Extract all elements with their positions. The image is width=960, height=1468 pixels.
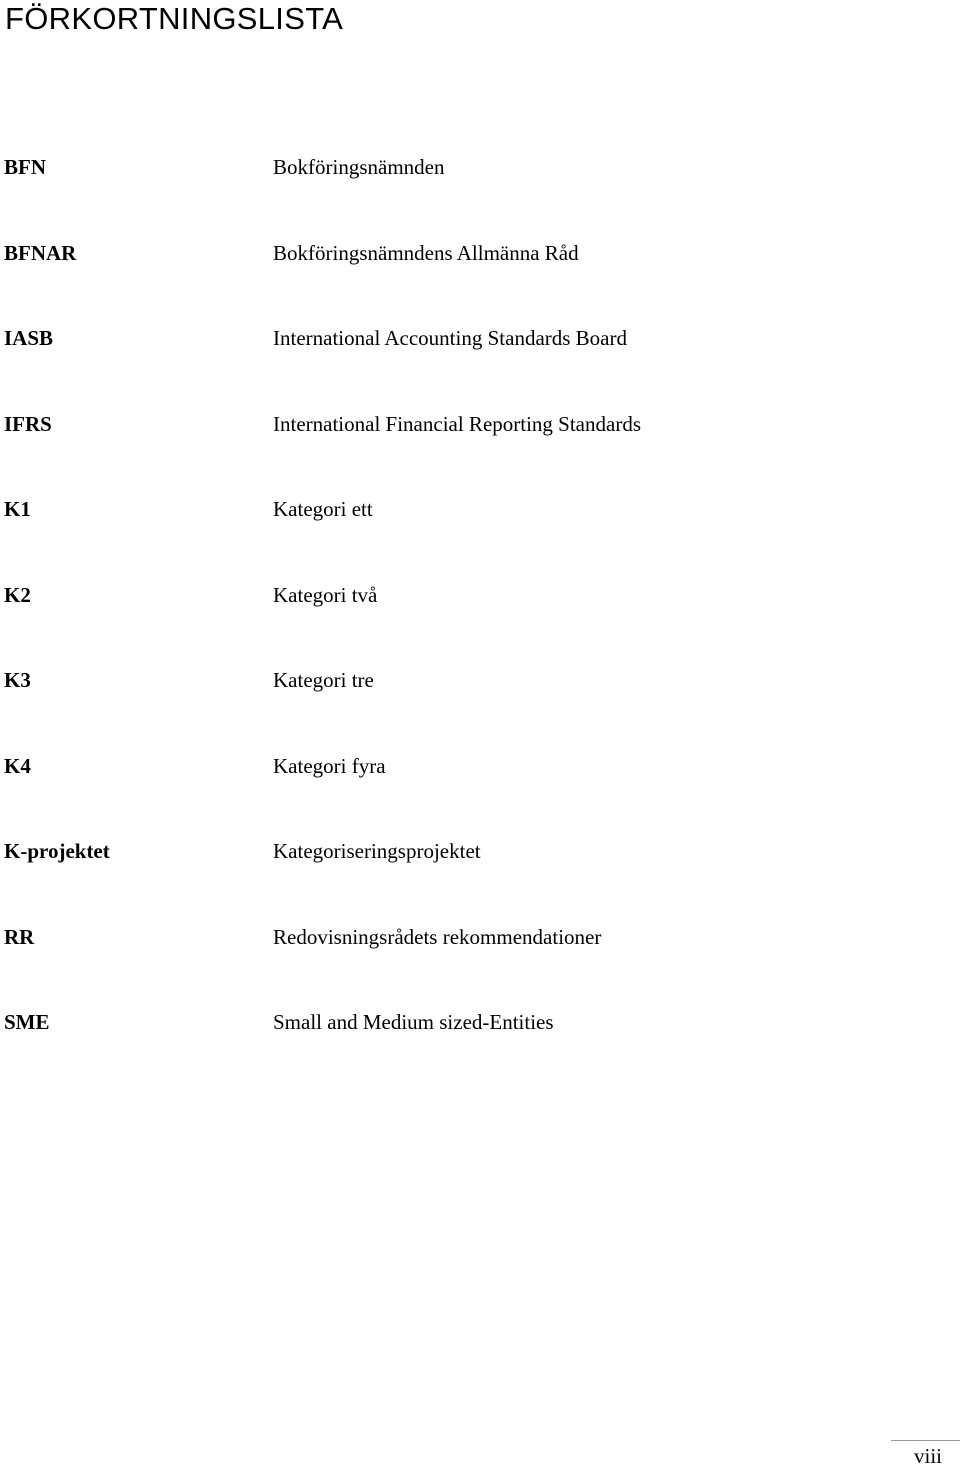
abbreviation-row xyxy=(0,211,960,297)
abbreviation-row xyxy=(0,895,960,981)
abbreviation-description: Kategoriseringsprojektet xyxy=(273,839,481,864)
abbreviation-term: SME xyxy=(4,1010,50,1035)
abbreviation-term: BFNAR xyxy=(4,240,77,265)
abbreviation-term: IASB xyxy=(4,326,54,351)
page-number: viii xyxy=(913,1444,942,1468)
abbreviation-term: K2 xyxy=(4,582,31,607)
abbreviation-description: International Accounting Standards Board xyxy=(273,326,627,351)
abbreviation-description: Kategori fyra xyxy=(273,753,386,778)
abbreviation-description: Small and Medium sized-Entities xyxy=(273,1010,554,1035)
abbreviation-row xyxy=(0,382,960,468)
abbreviation-row xyxy=(0,296,960,382)
abbreviation-row xyxy=(0,980,960,1066)
abbreviation-description: Kategori ett xyxy=(273,497,373,522)
abbreviation-row xyxy=(0,809,960,895)
abbreviation-term: K1 xyxy=(4,497,31,522)
abbreviation-list xyxy=(0,125,960,1066)
abbreviation-term: BFN xyxy=(4,155,46,180)
abbreviation-description: Kategori tre xyxy=(273,668,374,693)
abbreviation-term: K3 xyxy=(4,668,31,693)
abbreviation-row xyxy=(0,724,960,810)
abbreviation-term: IFRS xyxy=(4,411,52,436)
abbreviation-row xyxy=(0,553,960,639)
page-title: FÖRKORTNINGSLISTA xyxy=(5,1,344,36)
abbreviation-row xyxy=(0,125,960,211)
abbreviation-description: Redovisningsrådets rekommendationer xyxy=(273,924,602,949)
abbreviation-term: K-projektet xyxy=(4,839,110,864)
abbreviation-description: Bokföringsnämnden xyxy=(273,155,445,180)
abbreviation-description: Bokföringsnämndens Allmänna Råd xyxy=(273,240,579,265)
abbreviation-description: Kategori två xyxy=(273,582,378,607)
page-footer xyxy=(891,1440,960,1468)
abbreviation-description: International Financial Reporting Standards xyxy=(273,411,641,436)
abbreviation-row xyxy=(0,467,960,553)
abbreviation-term: RR xyxy=(4,924,35,949)
abbreviation-row xyxy=(0,638,960,724)
abbreviation-term: K4 xyxy=(4,753,31,778)
